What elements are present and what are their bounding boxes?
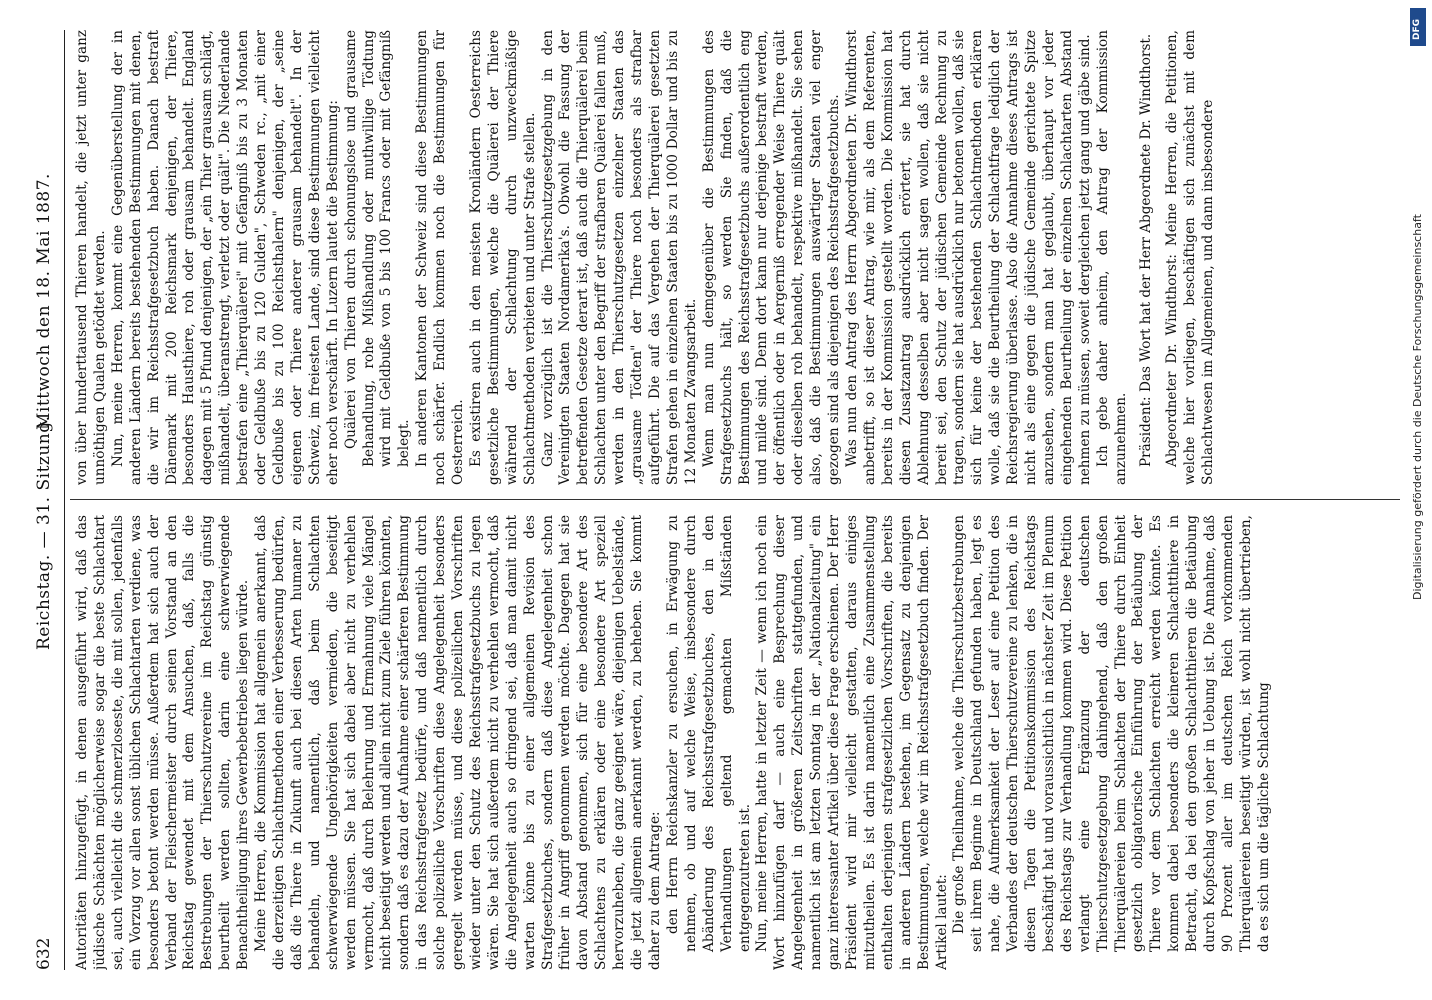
paragraph: Es existiren auch in den meisten Kronländern Oesterreichs gesetzliche Bestimmungen, welche die Quälerei der Thiere während der Schlachtung durch unzweckmäßige Schlachtmethoden verbieten und unter Strafe stellen. bbox=[467, 30, 538, 485]
scan-edge bbox=[0, 0, 8, 1000]
paragraph: In anderen Kantonen der Schweiz sind diese Bestimmungen noch schärfer. Endlich kommen noch die Bestimmungen für Oesterreich. bbox=[414, 30, 467, 485]
paragraph: Was nun den Antrag des Herrn Abgeordneten Dr. Windthorst anbetrifft, so ist dieser Antrag, wie mir, als dem Referenten, bereits in der Kommission gestellt worden. Die Kommission hat diesen Zusatzantrag ausdrücklich erörtert, sie hat durch Ablehnung desselben aber nicht sagen wollen, daß sie nicht bereit sei, den Schutz der jüdischen Gemeinde Rechnung zu tragen, sondern sie hat ausdrücklich nur betonen wollen, daß sie sich für keine der bestehenden Schlachtmethoden erklären wolle, daß sie die Beurtheilung der Schlachtfrage lediglich der Reichsregierung überlasse. Also die Annahme dieses Antrags ist nicht als eine gegen die jüdische Gemeinde gerichtete Spitze anzusehen, sondern man hat geglaubt, überhaupt vor jeder eingehenden Beurtheilung der einzelnen Schlachtarten Abstand nehmen zu müssen, soweit dergleichen jetzt gang und gäbe sind. bbox=[843, 30, 1093, 485]
running-header bbox=[30, 30, 62, 970]
speaker-paragraph: Präsident: Das Wort hat der Herr Abgeordnete Dr. Windthorst. bbox=[1138, 33, 1155, 467]
speaker-paragraph: Abgeordneter Dr. Windthorst: Meine Herren, die Petitionen, welche hier vorliegen, beschäftigen sich zunächst mit dem Schlachtwesen im Allgemeinen, und dann insbesondere bbox=[1164, 30, 1217, 485]
dfg-logo bbox=[1410, 8, 1426, 46]
column-divider bbox=[70, 499, 1400, 500]
header-date: Mittwoch den 18. Mai 1887. bbox=[34, 173, 54, 430]
quoted-article: Die große Theilnahme, welche die Thierschutzbestrebungen seit ihrem Beginne in Deutschland gefunden haben, legt es nahe, die Aufmerksamkeit der Leser auf eine Petition des Verbandes der deutschen Thierschutzvereine zu lenken, die in diesen Tagen die Petitionskommission des Reichstags beschäftigt hat und voraussichtlich in nächster Zeit im Plenum des Reichstags zur Verhandlung kommen wird. Diese Petition verlangt eine Ergänzung der deutschen Thierschutzgesetzgebung dahingehend, daß den großen Thierquälereien beim Schlachten der Thiere durch Einheit gesetzlich obligatorische Einführung der Betäubung der Thiere vor dem Schlachten erreicht werden könnte. Es kommen dabei besonders die kleineren Schlachtthiere in Betracht, da bei den großen Schlachtthieren die Betäubung durch Kopfschlag von jeher in Uebung ist. Die Annahme, daß 90 Prozent aller im deutschen Reich vorkommenden Thierquälereien beseitigt würden, ist wohl nicht übertrieben, da es sich um die tägliche Schlachtung bbox=[951, 515, 1272, 952]
paragraph: Nun, meine Herren, kommt eine Gegenüberstellung der in anderen Ländern bereits bestehenden Bestimmungen mit denen, die wir im Reichsstrafgesetzbuch haben. Danach bestraft Dänemark mit 200 Reichsmark denjenigen, der Thiere, besonders Hausthiere, roh oder grausam behandelt. England dagegen mit 5 Pfund denjenigen, der „ein Thier grausam schlägt, mißhandelt, überanstrengt, verletzt oder quält". Die Niederlande bestrafen eine „Thierquälerei" mit Gefängniß bis zu 3 Monaten oder Geldbuße bis zu 120 Gulden", Schweden rc., „mit einer Geldbuße bis zu 100 Reichsthalern" denjenigen, der „seine eigenen oder Thiere anderer grausam behandelt". In der Schweiz, im freiesten Lande, sind diese Bestimmungen vielleicht eher noch verschärft. In Luzern lautet die Bestimmung: bbox=[109, 30, 341, 485]
paragraph: von über hunderttausend Thieren handelt, die jetzt unter ganz unnöthigen Qualen getödtet werden. bbox=[74, 30, 108, 485]
paragraph: Wenn man nun demgegenüber die Bestimmungen des Strafgesetzbuchs hält, so werden Sie finden, daß die Bestimmungen des Reichsstrafgesetzbuchs außerordentlich eng und milde sind. Denn dort kann nur derjenige bestraft werden, der öffentlich oder in Aergerniß erregender Weise Thiere quält oder dieselben roh behandelt, respektive mißhandelt. Sie sehen also, daß die Bestimmungen auswärtiger Staaten viel enger gezogen sind als diejenigen des Reichsstrafgesetzbuchs. bbox=[700, 30, 843, 485]
paragraph: Autoritäten hinzugefügt, in denen ausgeführt wird, daß das jüdische Schächten möglicherweise sogar die beste Schlachtart sei, auch vielleicht die schmerzloseste, die mit sollen, jedenfalls ein Vorzug vor allen sonst üblichen Schlachtarten verdiene, was besonders betont werden müsse. Außerdem hat sich auch der Verband der Fleischermeister durch seinen Vorstand an den Reichstag gewendet mit dem Ansuchen, daß, falls die Bestrebungen der Thierschutzvereine im Reichstag günstig beurtheilt werden sollten, darin eine schwerwiegende Benachtheiligung ihres Gewerbebetriebes liegen würde. bbox=[74, 515, 252, 970]
page-number: 632 bbox=[34, 937, 54, 970]
rotated-page-content bbox=[30, 30, 1410, 970]
paragraph: Meine Herren, die Kommission hat allgemein anerkannt, daß die derzeitigen Schlachtmethoden einer Verbesserung bedürfen, daß die Thiere in Zukunft auch bei diesen Arten humaner zu behandeln, und namentlich, daß beim Schlachten schwerwiegende Ungehörigkeiten vermieden, die beseitigt werden müssen. Sie hat sich dabei aber nicht zu verhehlen vermocht, daß durch Belehrung und Ermahnung viele Mängel nicht beseitigt werden und allein nicht zum Ziele führen könnten, sondern daß es dazu der Aufnahme einer schärferen Bestimmung in das Reichsstrafgesetz bedürfe, und daß namentlich durch solche polizeiliche Vorschriften diese Angelegenheit besonders geregelt werden müsse, und diese polizeilichen Vorschriften wieder unter den Schutz des Reichsstrafgesetzbuchs zu legen wären. Sie hat sich außerdem nicht zu verhehlen vermocht, daß die Angelegenheit auch so dringend sei, daß man damit nicht warten könne bis zu einer allgemeinen Revision des Strafgesetzbuches, sondern daß diese Angelegenheit schon früher in Angriff genommen werden möchte. Dagegen hat sie davon Abstand genommen, sich für eine besondere Art des Schlachtens zu erklären oder eine besondere Art speziell hervorzuheben, die ganz geeignet wäre, diejenigen Uebelstände, die jetzt allgemein anerkannt werden, zu beheben. Sie kommt daher zu dem Antrage: bbox=[253, 515, 663, 970]
motion-text: den Herrn Reichskanzler zu ersuchen, in Erwägung zu nehmen, ob und auf welche Weise, insbesondere durch Abänderung des Reichsstrafgesetzbuches, den in den Verhandlungen geltend gemachten Mißständen entgegenzutreten ist. bbox=[664, 515, 753, 952]
header-rule bbox=[64, 30, 65, 970]
paragraph: Ganz vorzüglich ist die Thierschutzgesetzgebung in den Vereinigten Staaten Nordamerika's. Obwohl die Fassung der betreffenden Gesetze derart ist, daß auch die Thierquälerei beim Schlachten unter den Begriff der strafbaren Quälerei fallen muß, werden in den Thierschutzgesetzen einzelner Staaten das „grausame Tödten" der Thiere noch besonders als strafbar aufgeführt. Die auf das Vergehen der Thierquälerei gesetzten Strafen gehen in einzelnen Staaten bis zu 1000 Dollar und bis zu 12 Monaten Zwangsarbeit. bbox=[539, 30, 699, 485]
credit-text: Digitalisierung gefördert durch die Deutsche Forschungsgemeinschaft bbox=[1411, 214, 1424, 600]
quoted-law: Quälerei von Thieren durch schonungslose und grausame Behandlung, rohe Mißhandlung oder muthwillige Tödtung wird mit Geldbuße von 5 bis 100 Francs oder mit Gefängniß belegt. bbox=[342, 30, 413, 467]
digitization-credit bbox=[1408, 0, 1428, 1000]
right-column bbox=[74, 30, 1394, 485]
dfg-badge-text: DFG bbox=[1412, 18, 1422, 40]
paragraph: Nun, meine Herren, hatte in letzter Zeit — wenn ich noch ein Wort hinzufügen darf — auch eine Besprechung dieser Angelegenheit in größeren Zeitschriften stattgefunden, und namentlich ist am letzten Sonntag in der „Nationalzeitung" ein ganz interessanter Artikel über diese Frage erschienen. Der Herr Präsident wird mir vielleicht gestatten, daraus einiges mitzutheilen. Es ist darin namentlich eine Zusammenstellung enthalten derjenigen strafgesetzlichen Vorschriften, die bereits in anderen Ländern bestehen, im Gegensatz zu denjenigen Bestimmungen, welche wir im Reichsstrafgesetzbuch finden. Der Artikel lautet: bbox=[754, 515, 950, 970]
paragraph: Ich gebe daher anheim, den Antrag der Kommission anzunehmen. bbox=[1094, 30, 1129, 485]
left-column bbox=[74, 515, 1394, 970]
header-session-title: Reichstag. — 31. Sitzung. bbox=[34, 415, 54, 650]
